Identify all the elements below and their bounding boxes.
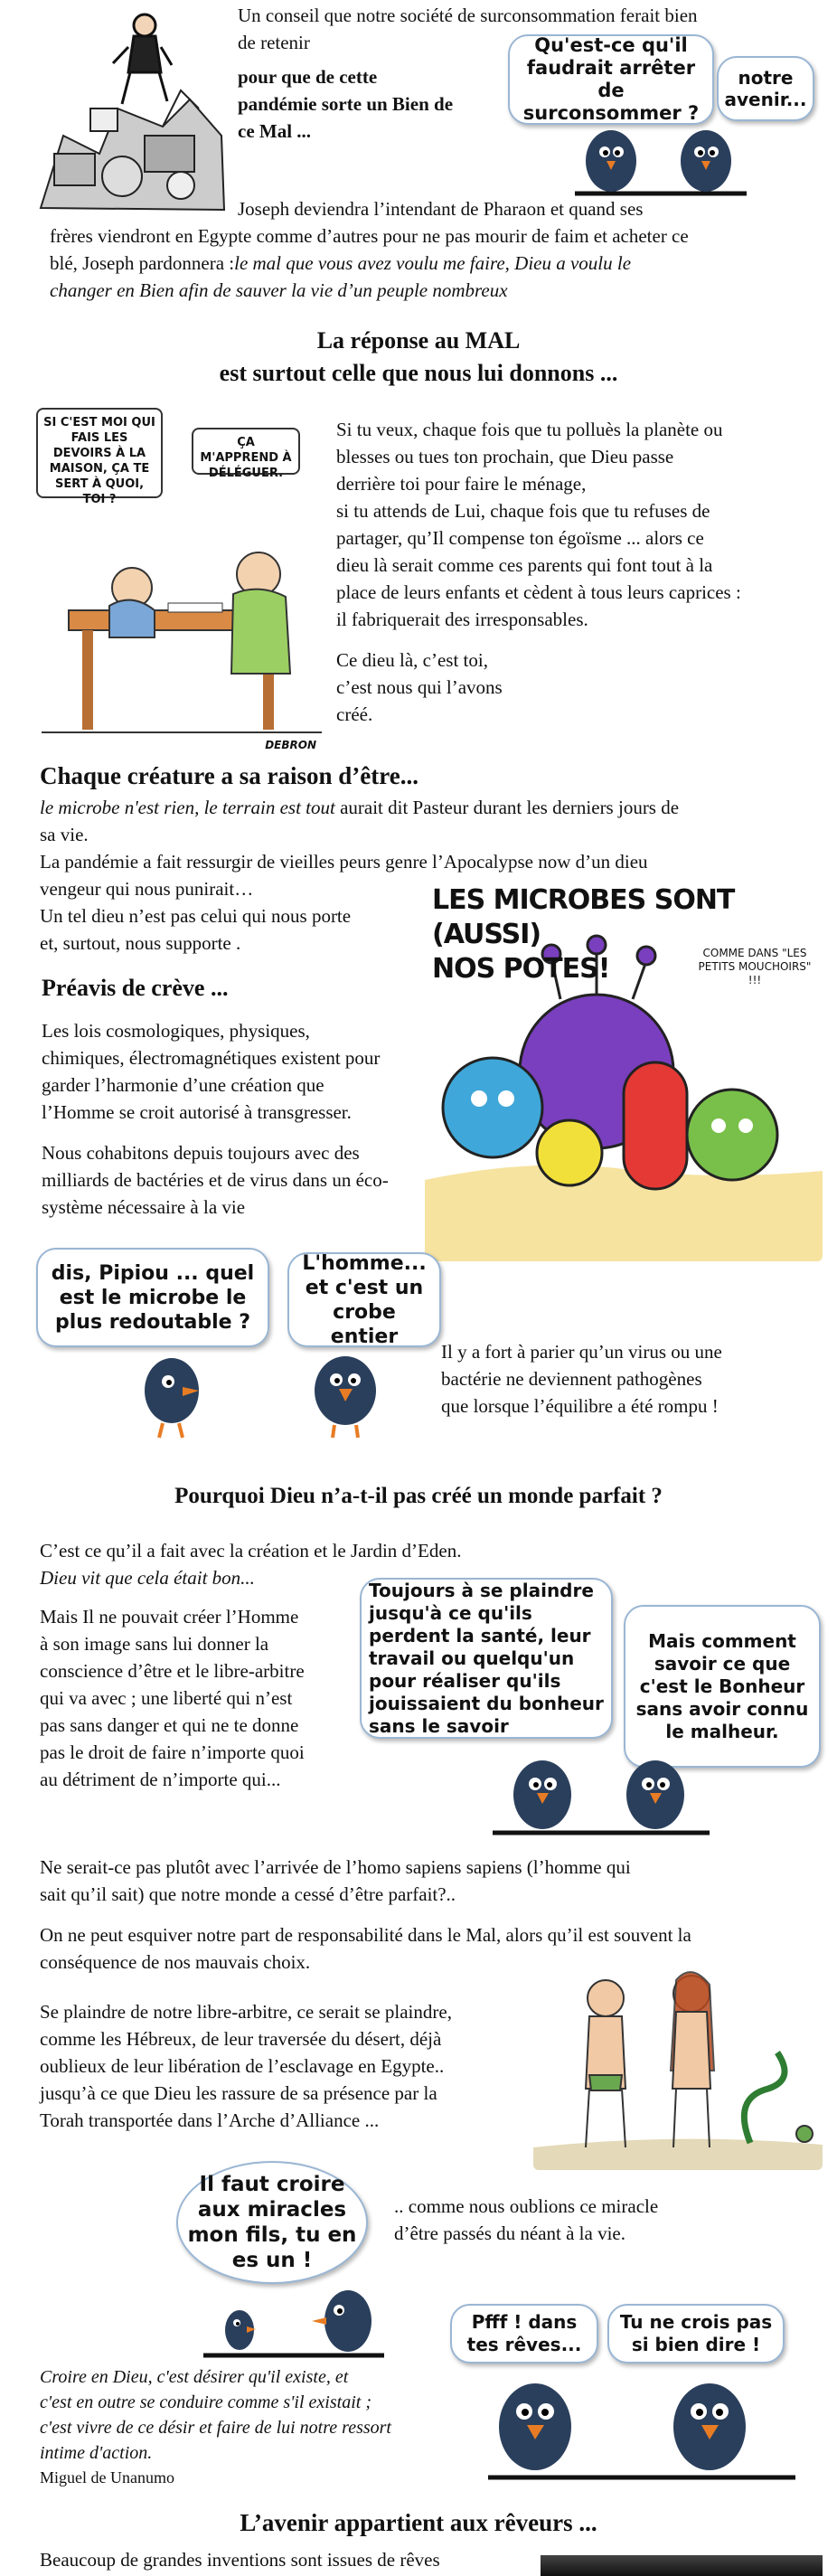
two-birds-illustration bbox=[575, 127, 747, 199]
pasteur-paragraph: le microbe n'est rien, le terrain est tout aurait dit Pasteur durant les derniers jours de sa vie. La pandémie a fait ressurgir de vieilles peurs genre l’Apocalypse now d’un dieu vengeur qui nous punirait… Un tel dieu n’est pas celui qui nous porte et, surtout, nous supporte . bbox=[40, 797, 680, 954]
paragraph-mais-il: Mais Il ne pouvait créer l’Homme à son image sans lui donner la conscience d’être et le libre-arbitre qui va avec ; une liberté qui n’est pas sans danger et qui ne te donne pas le droit de faire n’importe quoi au détriment de n’importe qui... bbox=[40, 1606, 305, 1790]
speech-bubble-crois: Tu ne crois pas si bien dire ! bbox=[607, 2304, 785, 2364]
cartoon-signature: DEBRON bbox=[265, 739, 316, 751]
microbes-title: LES MICROBES SONT (AUSSI) NOS POTES! bbox=[432, 884, 735, 985]
paragraph-inventions: Beaucoup de grandes inventions sont issues de rêves bbox=[40, 2549, 440, 2571]
cartoon-bubble-deleguer: ÇA M'APPREND À DÉLÉGUER. bbox=[192, 428, 300, 475]
cartoon-bubble-devoirs: SI C'EST MOI QUI FAIS LES DEVOIRS À LA MAISON, ÇA TE SERT À QUOI, TOI ? bbox=[36, 408, 163, 498]
paragraph-plaindre-libre-arbitre: Se plaindre de notre libre-arbitre, ce serait se plaindre, comme les Hébreux, de leur traversée du désert, déjà oublieux de leur libération de l’esclavage en Egypte.. jusqu’à ce que Dieu les rassure de sa présence par la Torah transportée dans l’Arche d’Alliance ... bbox=[40, 2001, 452, 2131]
speech-bubble-pfff: Pfff ! dans tes rêves... bbox=[450, 2304, 598, 2364]
quote-author: Miguel de Unanumo bbox=[40, 2468, 174, 2486]
miracle-birds-illustration bbox=[203, 2283, 384, 2360]
adam-eve-illustration bbox=[533, 1953, 823, 2170]
section-title-monde-parfait: Pourquoi Dieu n’a-t-il pas créé un monde parfait ? bbox=[174, 1484, 663, 1508]
speech-bubble-homme-crobe: L'homme... et c'est un crobe entier bbox=[287, 1252, 441, 1347]
section-title-reveurs: L’avenir appartient aux rêveurs ... bbox=[240, 2509, 597, 2536]
paragraph-homo-sapiens: Ne serait-ce pas plutôt avec l’arrivée de l’homo sapiens sapiens (l’homme qui sait qu’il sait) que notre monde a cessé d’être parfait?.. bbox=[40, 1856, 631, 1905]
pipiou-birds-illustration bbox=[108, 1345, 398, 1440]
microbes-cartoon bbox=[425, 882, 823, 1261]
section-title-preavis: Préavis de crève ... bbox=[42, 975, 229, 1001]
paragraph-eden: C’est ce qu’il a fait avec la création et le Jardin d’Eden. Dieu vit que cela était bon... bbox=[40, 1540, 462, 1589]
paragraph-lois: Les lois cosmologiques, physiques, chimiques, électromagnétiques existent pour garder l’harmonie d’une création que l’Homme se croit autorisé à transgresser. bbox=[42, 1020, 381, 1123]
speech-bubble-pipiou: dis, Pipiou ... quel est le microbe le plus redoutable ? bbox=[36, 1248, 269, 1347]
paragraph-ce-dieu-la: Ce dieu là, c’est toi, c’est nous qui l’avons créé. bbox=[336, 649, 503, 725]
speech-bubble-se-plaindre: Toujours à se plaindre jusqu'à ce qu'ils perdent la santé, leur travail ou quelqu'un pour réaliser qu'ils jouissaient du bonheur sans le savoir bbox=[360, 1578, 613, 1739]
paragraph-esquiver: On ne peut esquiver notre part de responsabilité dans le Mal, alors qu’il est souvent la conséquence de nos mauvais choix. bbox=[40, 1924, 691, 1973]
speech-bubble-miracles: Il faut croire aux miracles mon fils, tu en es un ! bbox=[176, 2161, 368, 2284]
section-title-creature: Chaque créature a sa raison d’être... bbox=[40, 762, 418, 789]
section-title-reponse-mal: La réponse au MAL est surtout celle que nous lui donnons ... bbox=[219, 327, 618, 386]
joseph-paragraph: Joseph deviendra l’intendant de Pharaon et quand ses frères viendront en Egypte comme d’autres pour ne pas mourir de faim et acheter ce blé, Joseph pardonnera :le mal que vous avez voulu me faire, Dieu a voulu le changer en Bien afin de sauver la vie d’un peuple nombreux bbox=[50, 198, 689, 301]
speech-bubble-surconsommer: Qu'est-ce qu'il faudrait arrêter de surconsommer ? bbox=[508, 34, 714, 125]
paragraph-si-tu-veux: Si tu veux, chaque fois que tu polluès la planète ou blesses ou tues ton prochain, que Dieu passe derrière toi pour faire le ménage, si tu attends de Lui, chaque fois que tu refuses de partager, qu’Il compense ton égoïsme ... alors ce dieu là serait comme ces parents qui font tout à la place de leurs enfants et cèdent à tous leurs caprices : il fabriquerait des irresponsables. bbox=[336, 419, 741, 630]
homework-cartoon bbox=[33, 402, 327, 751]
intro-text: Un conseil que notre société de surconsommation ferait bien de retenir bbox=[238, 5, 698, 53]
paragraph-miracle: .. comme nous oublions ce miracle d’être passés du néant à la vie. bbox=[394, 2195, 659, 2244]
dream-birds-illustration bbox=[488, 2362, 795, 2484]
intro-bold-text: pour que de cette pandémie sorte un Bien de ce Mal ... bbox=[238, 66, 454, 142]
microbes-caption: COMME DANS "LES PETITS MOUCHOIRS" !!! bbox=[698, 947, 812, 986]
paragraph-pari: Il y a fort à parier qu’un virus ou une bactérie ne deviennent pathogènes que lorsque l’équilibre a été rompu ! bbox=[441, 1341, 722, 1417]
unamuno-quote: Croire en Dieu, c'est désirer qu'il existe, et c'est en outre se conduire comme s'il existait ; c'est vivre de ce désir et faire de lui notre ressort intime d'action. bbox=[40, 2367, 391, 2463]
consumption-illustration bbox=[36, 0, 228, 213]
speech-bubble-bonheur: Mais comment savoir ce que c'est le Bonheur sans avoir connu le malheur. bbox=[624, 1605, 821, 1768]
speech-bubble-avenir: notre avenir... bbox=[717, 56, 814, 121]
paragraph-cohabitons: Nous cohabitons depuis toujours avec des milliards de bactéries et de virus dans un éco- système nécessaire à la vie bbox=[42, 1142, 389, 1218]
dream-image-partial bbox=[541, 2555, 823, 2576]
bonheur-birds-illustration bbox=[493, 1750, 710, 1840]
